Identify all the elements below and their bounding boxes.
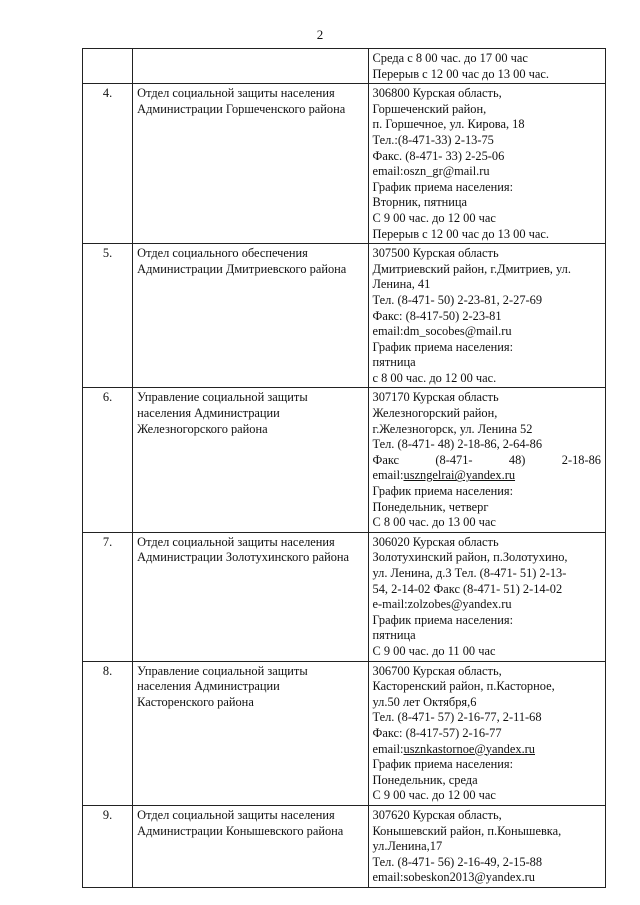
contact-line: Горшеченский район, bbox=[372, 101, 487, 116]
contact-line: График приема населения: bbox=[372, 179, 514, 194]
row-number: 9. bbox=[83, 805, 133, 887]
email-line: e-mail:zolzobes@yandex.ru bbox=[372, 597, 512, 612]
row-number: 5. bbox=[83, 244, 133, 388]
contact-line: с 8 00 час. до 12 00 час. bbox=[372, 370, 497, 385]
office-name-line: Администрации Горшеченского района bbox=[137, 101, 346, 116]
contact-line: 307620 Курская область, bbox=[372, 807, 502, 822]
table-row bbox=[83, 84, 606, 244]
contact-line: 306800 Курская область, bbox=[372, 86, 502, 101]
contact-line: Ленина, 41 bbox=[372, 277, 431, 292]
contact-line: Факс. (8-471- 33) 2-25-06 bbox=[372, 148, 505, 163]
contact-line: 54, 2-14-02 Факс (8-471- 51) 2-14-02 bbox=[372, 581, 563, 596]
contact-line: 307500 Курская область bbox=[372, 246, 499, 261]
contact-line: Среда с 8 00 час. до 17 00 час bbox=[372, 51, 528, 65]
email-line bbox=[373, 468, 601, 484]
table-row bbox=[83, 532, 606, 661]
contact-line: Перерыв с 12 00 час до 13 00 час. bbox=[372, 226, 549, 241]
contact-line: График приема населения: bbox=[372, 757, 514, 772]
office-name-line: Администрации Дмитриевского района bbox=[137, 261, 347, 276]
contact-line: График приема населения: bbox=[372, 339, 514, 354]
contact-line: Тел.:(8-471-33) 2-13-75 bbox=[372, 132, 494, 147]
email-prefix: email: bbox=[372, 468, 404, 483]
office-name bbox=[133, 244, 368, 388]
office-name-line: Касторенского района bbox=[137, 694, 254, 709]
email-line: email:oszn_gr@mail.ru bbox=[372, 164, 490, 179]
row-number: 6. bbox=[83, 388, 133, 532]
office-contacts bbox=[368, 661, 605, 805]
contact-line: Понедельник, четверг bbox=[372, 499, 489, 514]
contact-line: Факс: (8-417-57) 2-16-77 bbox=[372, 725, 502, 740]
table-row bbox=[83, 388, 606, 532]
office-name-line: Администрации Золотухинского района bbox=[137, 550, 350, 565]
contact-line: С 9 00 час. до 11 00 час bbox=[372, 643, 496, 658]
contact-line: С 9 00 час. до 12 00 час bbox=[372, 210, 496, 225]
contact-line: График приема населения: bbox=[372, 484, 514, 499]
contact-line: Золотухинский район, п.Золотухино, bbox=[372, 550, 568, 565]
office-name-line: Управление социальной защиты bbox=[137, 663, 308, 678]
office-contacts bbox=[368, 49, 605, 84]
office-name-line: Администрации Конышевского района bbox=[137, 823, 344, 838]
office-contacts bbox=[368, 805, 605, 887]
office-name bbox=[133, 532, 368, 661]
contact-line: ул. Ленина, д.3 Тел. (8-471- 51) 2-13- bbox=[372, 566, 567, 580]
contact-line: пятница bbox=[372, 628, 416, 643]
table-row bbox=[83, 244, 606, 388]
contact-line: Перерыв с 12 00 час до 13 00 час. bbox=[372, 66, 549, 81]
contact-line: Тел. (8-471- 50) 2-23-81, 2-27-69 bbox=[372, 292, 543, 307]
office-name-line: Отдел социального обеспечения bbox=[137, 246, 308, 261]
contact-line: С 8 00 час. до 13 00 час bbox=[372, 515, 496, 530]
contact-line: п. Горшечное, ул. Кирова, 18 bbox=[372, 117, 525, 132]
page-number: 2 bbox=[316, 27, 324, 42]
office-name-line: Отдел социальной защиты населения bbox=[137, 807, 335, 822]
contact-line: Вторник, пятница bbox=[372, 195, 468, 210]
contact-line: График приема населения: bbox=[372, 612, 514, 627]
contact-line: пятница bbox=[372, 355, 416, 370]
office-name bbox=[133, 661, 368, 805]
email-link[interactable]: usznkastornoe@yandex.ru bbox=[403, 741, 535, 756]
offices-table bbox=[82, 48, 606, 888]
office-name-line: Управление социальной защиты bbox=[137, 390, 308, 405]
row-number: 8. bbox=[83, 661, 133, 805]
office-contacts bbox=[368, 388, 605, 532]
office-contacts bbox=[368, 84, 605, 244]
email-line bbox=[373, 742, 601, 758]
office-name bbox=[133, 805, 368, 887]
office-name-line: Отдел социальной защиты населения bbox=[137, 86, 335, 101]
contact-line: 306020 Курская область bbox=[372, 534, 499, 549]
office-name-line: населения Администрации bbox=[137, 679, 280, 694]
row-number: 7. bbox=[83, 532, 133, 661]
table-row bbox=[83, 661, 606, 805]
office-name-line: Железногорского района bbox=[137, 421, 268, 436]
office-name-line: населения Администрации bbox=[137, 406, 280, 421]
contact-line: Тел. (8-471- 56) 2-16-49, 2-15-88 bbox=[372, 854, 543, 869]
contact-line: Железногорский район, bbox=[372, 406, 498, 421]
contact-line: Тел. (8-471- 57) 2-16-77, 2-11-68 bbox=[372, 710, 542, 725]
contact-line: Факс: (8-417-50) 2-23-81 bbox=[372, 308, 502, 323]
contact-line: Конышевский район, п.Конышевка, bbox=[372, 823, 562, 838]
contact-line: 307170 Курская область bbox=[372, 390, 499, 405]
contact-line: г.Железногорск, ул. Ленина 52 bbox=[372, 421, 533, 436]
contact-line: Тел. (8-471- 48) 2-18-86, 2-64-86 bbox=[372, 437, 543, 452]
contact-line: С 9 00 час. до 12 00 час bbox=[372, 788, 496, 803]
email-prefix: email: bbox=[372, 741, 404, 756]
email-link[interactable]: uszngelrai@yandex.ru bbox=[403, 468, 516, 483]
email-line: email:dm_socobes@mail.ru bbox=[372, 324, 512, 339]
contact-line: Касторенский район, п.Касторное, bbox=[372, 679, 555, 694]
row-number bbox=[83, 49, 133, 84]
contact-line: Дмитриевский район, г.Дмитриев, ул. bbox=[372, 261, 571, 276]
contact-line: Понедельник, среда bbox=[372, 772, 478, 787]
office-name bbox=[133, 388, 368, 532]
email-line: email:sobeskon2013@yandex.ru bbox=[372, 870, 536, 885]
office-contacts bbox=[368, 244, 605, 388]
contact-line: 306700 Курская область, bbox=[372, 663, 502, 678]
row-number: 4. bbox=[83, 84, 133, 244]
office-name bbox=[133, 49, 368, 84]
office-contacts bbox=[368, 532, 605, 661]
office-name-line: Отдел социальной защиты населения bbox=[137, 534, 335, 549]
table-row bbox=[83, 805, 606, 887]
table-row bbox=[83, 49, 606, 84]
office-name bbox=[133, 84, 368, 244]
contact-line: ул.50 лет Октября,6 bbox=[372, 694, 477, 709]
contact-line: ул.Ленина,17 bbox=[372, 839, 443, 854]
fax-line: Факс (8-471- 48) 2-18-86 bbox=[372, 452, 601, 467]
